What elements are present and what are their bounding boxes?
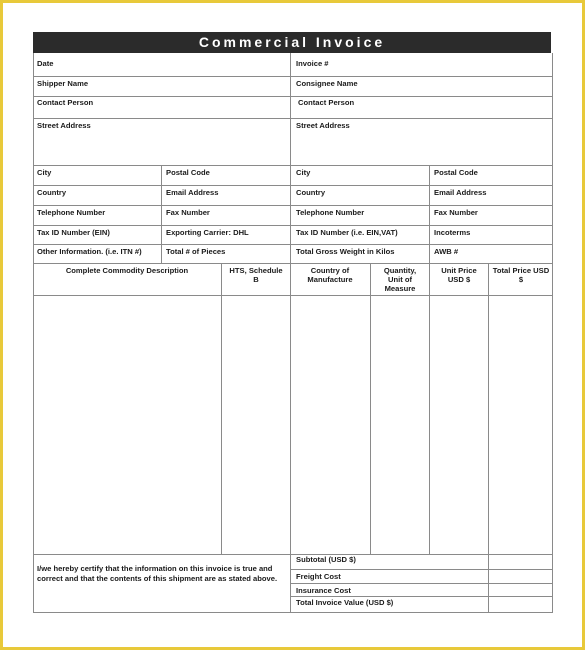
shipper-email-field[interactable]: Email Address xyxy=(166,188,219,197)
consignee-email-field[interactable]: Email Address xyxy=(434,188,487,197)
invoice-title: Commercial Invoice xyxy=(33,32,551,53)
shipper-fax-field[interactable]: Fax Number xyxy=(166,208,210,217)
incoterms-field[interactable]: Incoterms xyxy=(434,228,471,237)
shipper-postal-field[interactable]: Postal Code xyxy=(166,168,210,177)
total-pieces-field[interactable]: Total # of Pieces xyxy=(166,247,226,256)
column-header-quantity: Quantity, Unit of Measure xyxy=(383,266,417,293)
column-header-description: Complete Commodity Description xyxy=(65,266,189,275)
subtotal-label: Subtotal (USD $) xyxy=(296,555,356,564)
insurance-cost-label: Insurance Cost xyxy=(296,586,351,595)
certification-statement: I/we hereby certify that the information on this invoice is true and correct and that the contents of this shipment are as stated above. xyxy=(37,564,278,583)
subtotal-value-cell[interactable] xyxy=(489,555,552,569)
shipper-phone-field[interactable]: Telephone Number xyxy=(37,208,106,217)
shipper-name-field[interactable]: Shipper Name xyxy=(37,79,89,88)
consignee-country-field[interactable]: Country xyxy=(296,188,326,197)
commodity-lines-area[interactable] xyxy=(34,296,552,553)
consignee-contact-field[interactable]: Contact Person xyxy=(298,98,355,107)
column-header-country: Country of Manufacture xyxy=(307,266,353,284)
consignee-street-field[interactable]: Street Address xyxy=(296,121,350,130)
shipper-street-field[interactable]: Street Address xyxy=(37,121,91,130)
consignee-fax-field[interactable]: Fax Number xyxy=(434,208,478,217)
consignee-phone-field[interactable]: Telephone Number xyxy=(296,208,365,217)
exporting-carrier-field[interactable]: Exporting Carrier: DHL xyxy=(166,228,249,237)
gross-weight-field[interactable]: Total Gross Weight in Kilos xyxy=(296,247,395,256)
shipper-contact-field[interactable]: Contact Person xyxy=(37,98,94,107)
column-header-hts: HTS, Schedule B xyxy=(229,266,283,284)
consignee-tax-id-field[interactable]: Tax ID Number (i.e. EIN,VAT) xyxy=(296,228,398,237)
freight-value-cell[interactable] xyxy=(489,570,552,583)
total-invoice-value-label: Total Invoice Value (USD $) xyxy=(296,598,394,607)
total-value-cell[interactable] xyxy=(489,597,552,612)
invoice-number-field[interactable]: Invoice # xyxy=(296,59,329,68)
column-header-unit-price: Unit Price USD $ xyxy=(441,266,477,284)
consignee-city-field[interactable]: City xyxy=(296,168,311,177)
shipper-country-field[interactable]: Country xyxy=(37,188,67,197)
insurance-value-cell[interactable] xyxy=(489,584,552,596)
column-header-total-price: Total Price USD $ xyxy=(492,266,550,284)
date-field[interactable]: Date xyxy=(37,59,54,68)
consignee-name-field[interactable]: Consignee Name xyxy=(296,79,358,88)
shipper-city-field[interactable]: City xyxy=(37,168,52,177)
awb-field[interactable]: AWB # xyxy=(434,247,459,256)
freight-cost-label: Freight Cost xyxy=(296,572,341,581)
consignee-postal-field[interactable]: Postal Code xyxy=(434,168,478,177)
other-information-field[interactable]: Other Information. (i.e. ITN #) xyxy=(37,247,142,256)
shipper-tax-id-field[interactable]: Tax ID Number (EIN) xyxy=(37,228,110,237)
